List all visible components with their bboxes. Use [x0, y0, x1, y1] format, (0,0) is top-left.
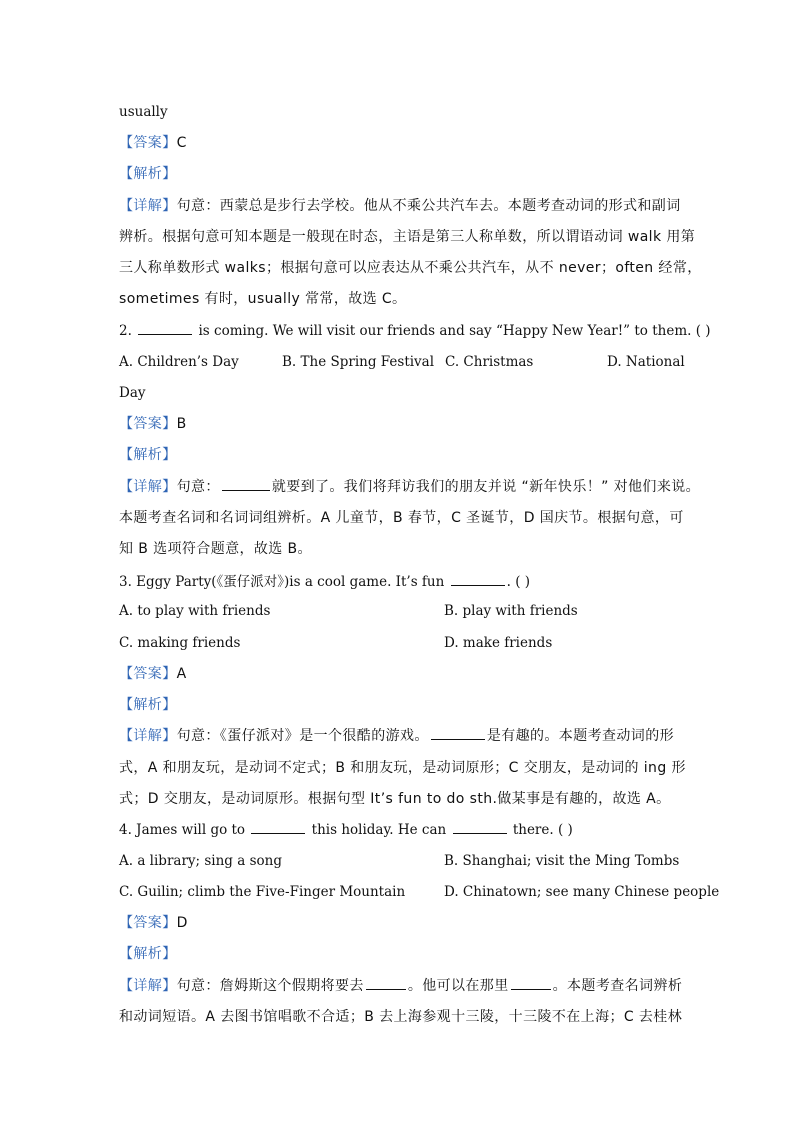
q4-analysis-tag: 【解析】 [119, 946, 177, 962]
detail-tag: 【详解】 [119, 728, 177, 744]
stem-text: there. ( ) [512, 822, 573, 838]
stem-text: 3. Eggy Party(《蛋仔派对》)is a cool game. It’s fun [119, 574, 445, 590]
q1-detail-line-3: 三人称单数形式 walks；根据句意可以应表达从不乘公共汽车，从不 never；often 经常， [119, 260, 702, 276]
option-d: D. make friends [444, 635, 553, 651]
option-b: B. Shanghai; visit the Ming Tombs [444, 853, 680, 869]
detail-text: 句意：《蛋仔派对》是一个很酷的游戏。 [176, 728, 429, 744]
q3-options-row-2 [119, 634, 679, 652]
answer-tag: 【答案】 [119, 416, 177, 432]
detail-text: 句意：詹姆斯这个假期将要去 [176, 978, 364, 994]
q1-detail-line-2: 辨析。根据句意可知本题是一般现在时态，主语是第三人称单数，所以谓语动词 walk 用第 [119, 229, 696, 245]
q3-analysis-tag: 【解析】 [119, 697, 177, 713]
q3-answer-line [119, 665, 187, 683]
option-a: A. a library; sing a song [119, 853, 282, 869]
answer-tag: 【答案】 [119, 135, 177, 151]
q4-answer-line [119, 914, 188, 932]
answer-blank [138, 322, 192, 335]
option-a: A. to play with friends [119, 603, 271, 619]
detail-text: 句意： [176, 479, 220, 495]
q2-option-d-cont: Day [119, 385, 146, 401]
q1-analysis-tag: 【解析】 [119, 166, 177, 182]
q1-detail-line-1 [119, 197, 681, 215]
option-a: A. Children’s Day [119, 354, 239, 370]
q4-detail-line-2: 和动词短语。A 去图书馆唱歌不合适；B 去上海参观十三陵，十三陵不在上海；C 去桂林 [119, 1009, 683, 1025]
q4-stem [119, 821, 573, 839]
detail-blank [366, 977, 406, 990]
option-b: B. play with friends [444, 603, 578, 619]
q1-option-tail: usually [119, 104, 168, 120]
answer-tag: 【答案】 [119, 666, 177, 682]
detail-text: 句意：西蒙总是步行去学校。他从不乘公共汽车去。本题考查动词的形式和副词 [176, 198, 681, 214]
q3-options-row-1 [119, 602, 679, 620]
q1-answer-line [119, 134, 187, 152]
answer-blank [251, 821, 305, 834]
q4-options-row-1 [119, 852, 679, 870]
answer-blank [451, 573, 505, 586]
answer-value: A [176, 666, 187, 682]
option-d: D. Chinatown; see many Chinese people [444, 884, 720, 900]
q3-detail-line-2: 式，A 和朋友玩，是动词不定式；B 和朋友玩，是动词原形；C 交朋友，是动词的 ing 形 [119, 760, 686, 776]
detail-tag: 【详解】 [119, 978, 177, 994]
q4-detail-line-1 [119, 977, 682, 995]
answer-value: B [176, 416, 187, 432]
stem-text: 4. James will go to [119, 822, 246, 838]
option-d: D. National [607, 354, 685, 370]
detail-text: 。本题考查名词辨析 [552, 978, 683, 994]
answer-tag: 【答案】 [119, 915, 177, 931]
q2-analysis-tag: 【解析】 [119, 447, 177, 463]
detail-blank [511, 977, 551, 990]
detail-blank [431, 727, 485, 740]
q2-options [119, 353, 685, 371]
q2-stem [119, 322, 711, 340]
option-b: B. The Spring Festival [282, 354, 435, 370]
option-c: C. Guilin; climb the Five-Finger Mountain [119, 884, 406, 900]
detail-text: 就要到了。我们将拜访我们的朋友并说 “新年快乐！” 对他们来说。 [271, 479, 701, 495]
stem-text: is coming. We will visit our friends and say “Happy New Year!” to them. ( ) [198, 323, 711, 339]
q1-detail-line-4: sometimes 有时，usually 常常，故选 C。 [119, 291, 407, 307]
answer-blank [453, 821, 507, 834]
q3-detail-line-1 [119, 727, 674, 745]
q2-detail-line-2: 本题考查名词和名词词组辨析。A 儿童节，B 春节，C 圣诞节，D 国庆节。根据句意，可 [119, 510, 684, 526]
q3-detail-line-3: 式；D 交朋友，是动词原形。根据句型 It’s fun to do sth.做某事是有趣的，故选 A。 [119, 791, 671, 807]
q3-stem [119, 573, 530, 591]
q2-detail-line-3: 知 B 选项符合题意，故选 B。 [119, 541, 312, 557]
q4-options-row-2 [119, 883, 720, 901]
stem-text: . ( ) [506, 574, 531, 590]
option-c: C. Christmas [445, 354, 534, 370]
detail-text: 。他可以在那里 [407, 978, 509, 994]
option-c: C. making friends [119, 635, 241, 651]
answer-value: D [176, 915, 188, 931]
detail-tag: 【详解】 [119, 198, 177, 214]
question-number: 2. [119, 323, 132, 339]
detail-text: 是有趣的。本题考查动词的形 [486, 728, 675, 744]
q2-answer-line [119, 415, 187, 433]
answer-value: C [176, 135, 187, 151]
stem-text: this holiday. He can [311, 822, 447, 838]
q2-detail-line-1 [119, 478, 700, 496]
detail-tag: 【详解】 [119, 479, 177, 495]
detail-blank [222, 478, 270, 491]
